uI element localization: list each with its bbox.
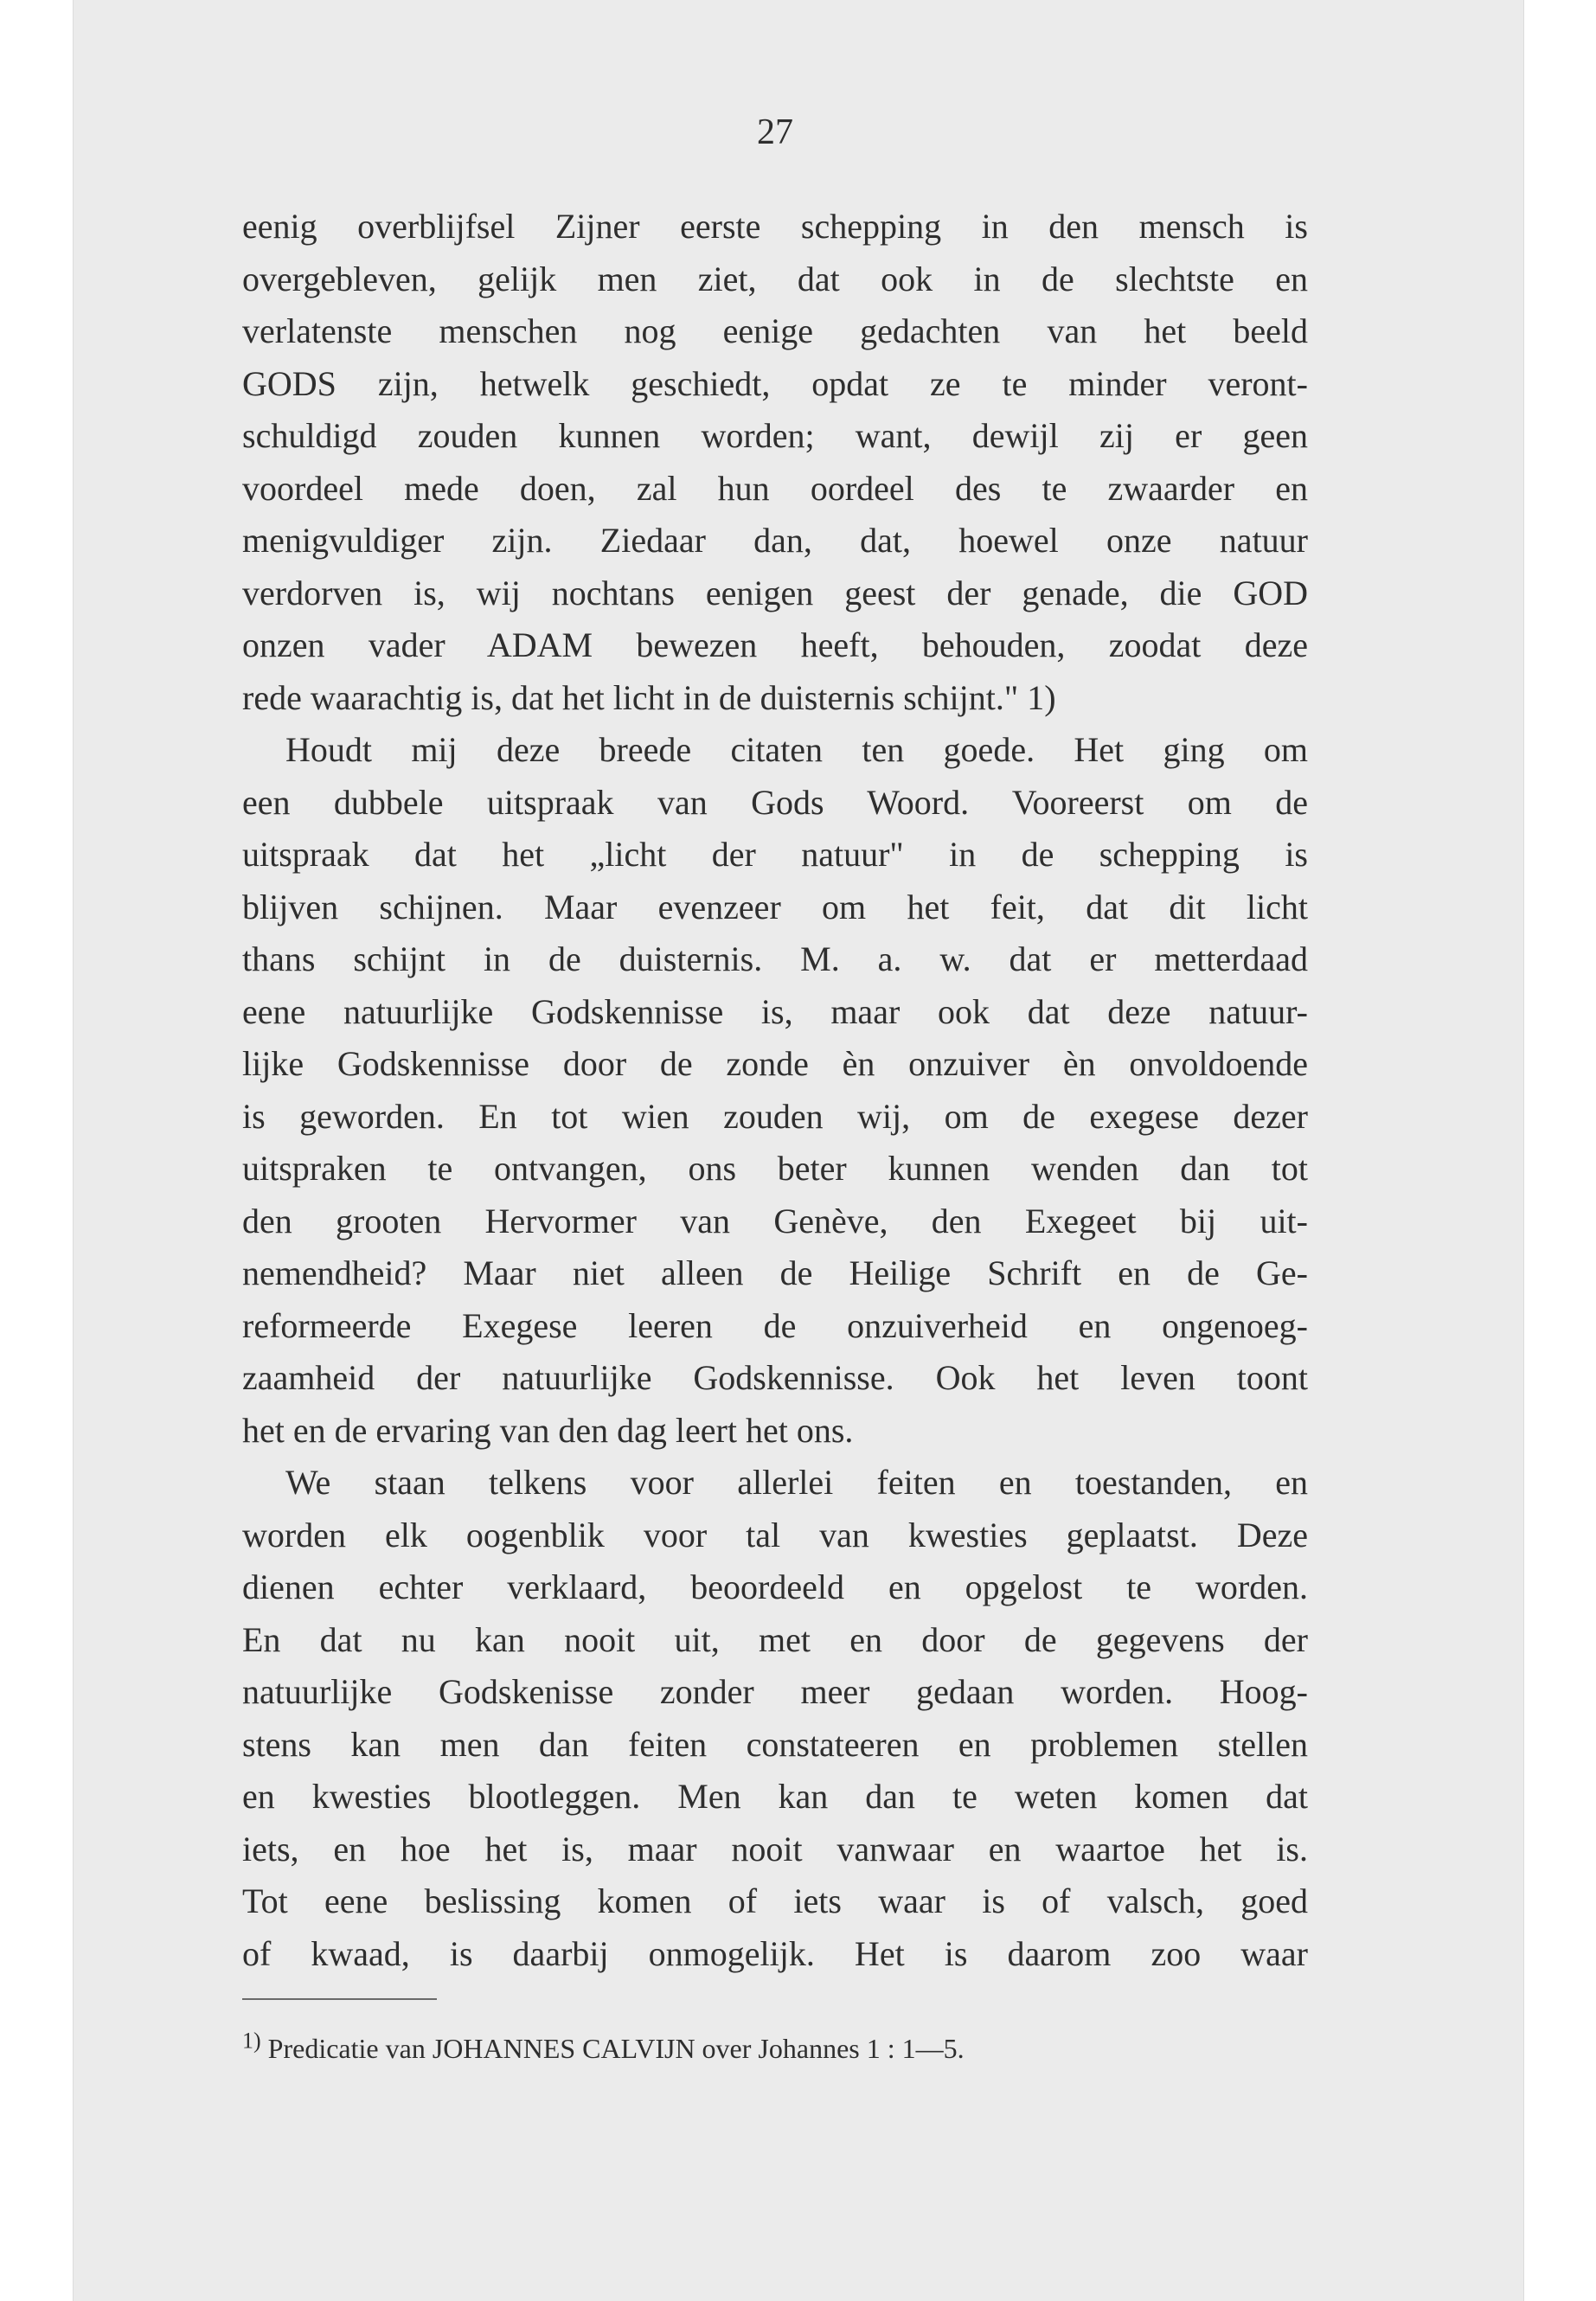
text-line: een dubbele uitspraak van Gods Woord. Vooreerst om de — [242, 782, 1308, 822]
text-line: GODS zijn, hetwelk geschiedt, opdat ze te minder veront- — [242, 363, 1308, 403]
text-line: zaamheid der natuurlijke Godskennisse. Ook het leven toont — [242, 1358, 1308, 1397]
footnote-text: Predicatie van JOHANNES CALVIJN over Johannes 1 : 1—5. — [267, 2033, 965, 2064]
text-line: of kwaad, is daarbij onmogelijk. Het is daarom zoo waar — [242, 1933, 1308, 1973]
text-line: overgebleven, gelijk men ziet, dat ook in de slechtste en — [242, 259, 1308, 298]
text-line: uitspraak dat het „licht der natuur" in de schepping is — [242, 835, 1308, 874]
text-line: lijke Godskennisse door de zonde èn onzuiver èn onvoldoende — [242, 1044, 1308, 1083]
footnote-marker: 1) — [242, 2028, 261, 2054]
body-text — [242, 201, 1308, 1980]
text-line: We staan telkens voor allerlei feiten en toestanden, en — [285, 1463, 1308, 1502]
text-line: uitspraken te ontvangen, ons beter kunnen wenden dan tot — [242, 1149, 1308, 1188]
text-line: voordeel mede doen, zal hun oordeel des te zwaarder en — [242, 468, 1308, 508]
text-line: Tot eene beslissing komen of iets waar is of valsch, goed — [242, 1881, 1308, 1920]
footnote — [242, 2028, 1308, 2066]
text-line: stens kan men dan feiten constateeren en problemen stellen — [242, 1724, 1308, 1764]
text-line: thans schijnt in de duisternis. M. a. w. dat er metterdaad — [242, 939, 1308, 978]
text-line: den grooten Hervormer van Genève, den Exegeet bij uit- — [242, 1201, 1308, 1240]
footnote-divider — [242, 1998, 437, 2000]
page-number: 27 — [757, 112, 793, 152]
text-line: eenig overblijfsel Zijner eerste schepping in den mensch is — [242, 207, 1308, 246]
text-line: blijven schijnen. Maar evenzeer om het feit, dat dit licht — [242, 887, 1308, 926]
text-line: Houdt mij deze breede citaten ten goede. Het ging om — [285, 730, 1308, 769]
text-line: iets, en hoe het is, maar nooit vanwaar en waartoe het is. — [242, 1829, 1308, 1868]
text-line: eene natuurlijke Godskennisse is, maar ook dat deze natuur- — [242, 991, 1308, 1031]
text-line: verdorven is, wij nochtans eenigen geest der genade, die GOD — [242, 573, 1308, 612]
text-line: en kwesties blootleggen. Men kan dan te weten komen dat — [242, 1777, 1308, 1816]
text-line: verlatenste menschen nog eenige gedachten van het beeld — [242, 311, 1308, 350]
text-line: natuurlijke Godskenisse zonder meer gedaan worden. Hoog- — [242, 1672, 1308, 1711]
text-line: worden elk oogenblik voor tal van kwesties geplaatst. Deze — [242, 1515, 1308, 1554]
text-line: schuldigd zouden kunnen worden; want, dewijl zij er geen — [242, 416, 1308, 455]
text-line: rede waarachtig is, dat het licht in de duisternis schijnt." 1) — [242, 677, 1056, 717]
text-line: En dat nu kan nooit uit, met en door de gegevens der — [242, 1619, 1308, 1659]
text-line: het en de ervaring van den dag leert het ons. — [242, 1410, 854, 1450]
text-line: reformeerde Exegese leeren de onzuiverheid en ongenoeg- — [242, 1305, 1308, 1345]
text-line: is geworden. En tot wien zouden wij, om de exegese dezer — [242, 1096, 1308, 1136]
text-line: onzen vader ADAM bewezen heeft, behouden, zoodat deze — [242, 625, 1308, 664]
text-line: dienen echter verklaard, beoordeeld en opgelost te worden. — [242, 1567, 1308, 1606]
text-line: nemendheid? Maar niet alleen de Heilige Schrift en de Ge- — [242, 1253, 1308, 1292]
text-line: menigvuldiger zijn. Ziedaar dan, dat, hoewel onze natuur — [242, 521, 1308, 560]
